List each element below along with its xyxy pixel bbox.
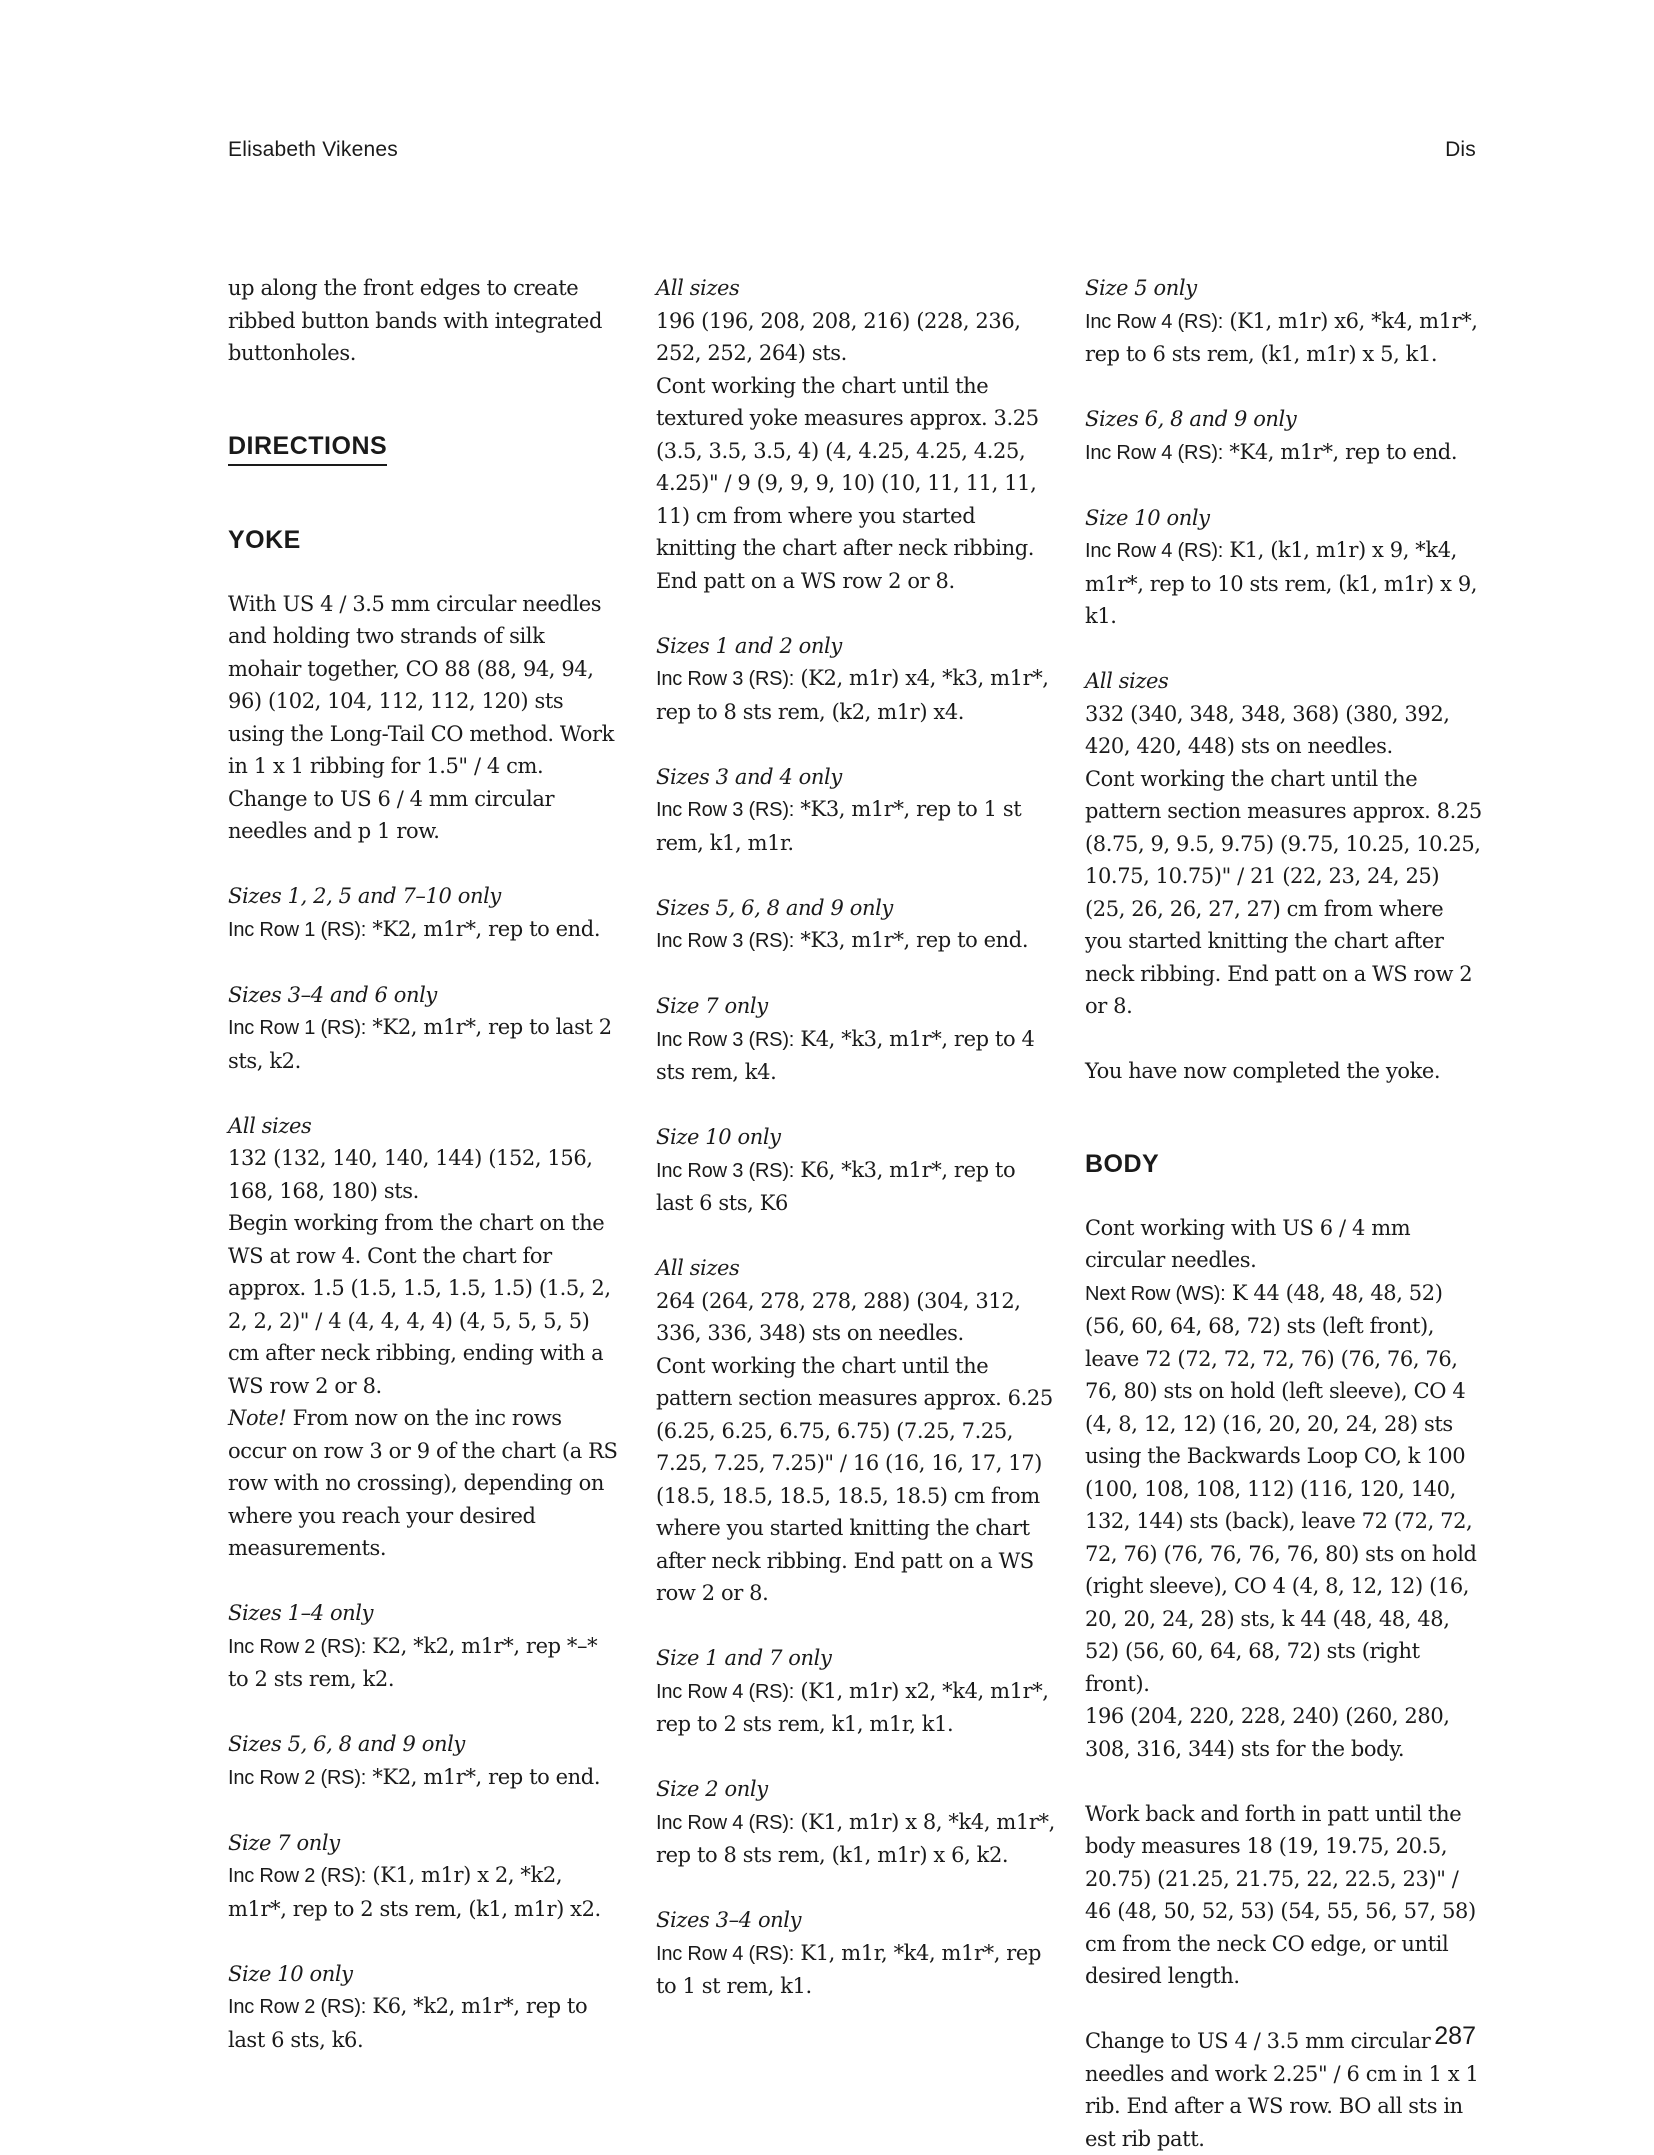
- body-length-paragraph: Work back and forth in patt until the body measures 18 (19, 19.75, 20.5, 20.75) (21.25, 21.75, 22, 22.5, 23)" / 46 (48, 50, 52, 53) (54, 55, 56, 57, 58) cm from the neck CO edge, or until desired length.: [1085, 1801, 1476, 1988]
- size-subheading: Size 7 only: [228, 1830, 340, 1855]
- row-instruction: (K1, m1r) x 2, *k2, m1r*, rep to 2 sts rem, (k1, m1r) x2.: [228, 1863, 601, 1921]
- row-instruction: K1, (k1, m1r) x 9, *k4, m1r*, rep to 10 sts rem, (k1, m1r) x 9, k1.: [1085, 538, 1478, 628]
- row-instruction: K6, *k3, m1r*, rep to last 6 sts, K6: [656, 1157, 1016, 1215]
- row-label: Inc Row 2 (RS):: [228, 1766, 367, 1789]
- body-heading-block: [1085, 1148, 1485, 1182]
- instruction-block: [656, 990, 1056, 1089]
- text-column-1: [228, 272, 623, 2056]
- instruction-block: [656, 1642, 1056, 1741]
- row-instruction: *K3, m1r*, rep to 1 st rem, k1, m1r.: [656, 797, 1022, 855]
- instruction-block: [228, 1827, 623, 1926]
- row-label: Inc Row 4 (RS):: [656, 1811, 795, 1834]
- text-column-2: [656, 272, 1056, 2003]
- row-instruction: K6, *k2, m1r*, rep to last 6 sts, k6.: [228, 1994, 588, 2052]
- instruction-block: [228, 979, 623, 1078]
- size-subheading: Sizes 6, 8 and 9 only: [1085, 407, 1297, 431]
- size-subheading: Sizes 5, 6, 8 and 9 only: [656, 895, 893, 920]
- row-instruction: K4, *k3, m1r*, rep to 4 sts rem, k4.: [656, 1026, 1035, 1084]
- note-label: Note!: [228, 1406, 287, 1430]
- size-subheading: Sizes 1, 2, 5 and 7–10 only: [228, 884, 501, 908]
- yoke-heading-block: [228, 524, 623, 558]
- size-subheading: Size 1 and 7 only: [656, 1646, 832, 1670]
- row-label: Inc Row 2 (RS):: [228, 1865, 367, 1887]
- yoke-heading: YOKE: [228, 526, 301, 554]
- row-instruction: *K4, m1r*, rep to end.: [1223, 439, 1458, 464]
- size-subheading: Size 10 only: [228, 1961, 353, 1986]
- instruction-block: [656, 761, 1056, 860]
- stitch-count: 132 (132, 140, 140, 144) (152, 156, 168, 168, 180) sts.: [228, 1146, 593, 1203]
- row-label: Inc Row 1 (RS):: [228, 1017, 367, 1039]
- directions-heading: DIRECTIONS: [228, 430, 387, 466]
- ribbing-paragraph: Change to US 4 / 3.5 mm circular needles and work 2.25" / 6 cm in 1 x 1 rib. End after a WS row. BO all sts in est rib patt.: [1085, 2029, 1479, 2151]
- instruction-block: [1085, 665, 1485, 1023]
- size-subheading: All sizes: [656, 276, 740, 300]
- size-subheading: All sizes: [1085, 669, 1169, 693]
- size-subheading: Size 10 only: [1085, 505, 1210, 530]
- row-label: Inc Row 3 (RS):: [656, 799, 795, 821]
- body-heading: BODY: [1085, 1150, 1160, 1178]
- chart-instruction: Cont working the chart until the textured yoke measures approx. 3.25 (3.5, 3.5, 3.5, 4) (4, 4.25, 4.25, 4.25, 4.25)" / 9 (9, 9, 9, 10) (10, 11, 11, 11, 11) cm from where you started knitting the chart after neck ribbing. End patt on a WS row 2 or 8.: [656, 373, 1039, 593]
- instruction-block: [1085, 403, 1485, 469]
- row-label: Inc Row 4 (RS):: [1085, 310, 1224, 333]
- yoke-complete-paragraph: You have now completed the yoke.: [1085, 1059, 1441, 1083]
- row-instruction: (K1, m1r) x2, *k4, m1r*, rep to 2 sts rem, k1, m1r, k1.: [656, 1678, 1049, 1736]
- row-label: Inc Row 2 (RS):: [228, 1635, 367, 1658]
- running-header-author: Elisabeth Vikenes: [228, 138, 398, 161]
- chart-instruction: Cont working the chart until the pattern section measures approx. 8.25 (8.75, 9, 9.5, 9.75) (9.75, 10.25, 10.25, 10.75, 10.75)" / 21 (22, 23, 24, 25) (25, 26, 26, 27, 27) cm from where you started knitting the chart after neck ribbing. End patt on a WS row 2 or 8.: [1085, 766, 1482, 1018]
- size-subheading: Size 2 only: [656, 1777, 768, 1801]
- instruction-block: [1085, 272, 1485, 371]
- size-subheading: Size 7 only: [656, 994, 768, 1018]
- row-label: Inc Row 4 (RS):: [1085, 441, 1224, 464]
- size-subheading: Sizes 3–4 and 6 only: [228, 982, 437, 1007]
- directions-heading-block: [228, 430, 623, 466]
- note-text: From now on the inc rows occur on row 3 or 9 of the chart (a RS row with no crossing), depending on where you reach your desired measurements.: [228, 1406, 618, 1560]
- cast-on-paragraph: With US 4 / 3.5 mm circular needles and holding two strands of silk mohair together, CO 88 (88, 94, 94, 96) (102, 104, 112, 112, 120) sts using the Long-Tail CO method. Work in 1 x 1 ribbing for 1.5" / 4 cm. Change to US 6 / 4 mm circular needles and p 1 row.: [228, 591, 614, 843]
- chart-instruction: Begin working from the chart on the WS at row 4. Cont the chart for approx. 1.5 (1.5, 1.5, 1.5, 1.5) (1.5, 2, 2, 2, 2)" / 4 (4, 4, 4, 4) (4, 5, 5, 5, 5) cm after neck ribbing, ending with a WS row 2 or 8.: [228, 1211, 611, 1398]
- row-label: Inc Row 2 (RS):: [228, 1996, 367, 2018]
- instruction-block: [1085, 1212, 1485, 1766]
- size-subheading: All sizes: [228, 1113, 312, 1138]
- instruction-block: [228, 1728, 623, 1794]
- instruction-block: [656, 630, 1056, 729]
- row-label: Inc Row 4 (RS):: [656, 1942, 795, 1965]
- row-instruction: K1, m1r, *k4, m1r*, rep to 1 st rem, k1.: [656, 1940, 1041, 1998]
- instruction-block: [228, 1958, 623, 2057]
- row-label: Inc Row 3 (RS):: [656, 668, 795, 690]
- spacer: [1085, 1120, 1485, 1148]
- row-instruction: (K1, m1r) x 8, *k4, m1r*, rep to 8 sts rem, (k1, m1r) x 6, k2.: [656, 1809, 1055, 1867]
- instruction-block: [656, 1904, 1056, 2003]
- row-instruction: *K2, m1r*, rep to end.: [366, 1764, 601, 1789]
- instruction-block: [656, 1121, 1056, 1220]
- body-intro: Cont working with US 6 / 4 mm circular needles.: [1085, 1215, 1411, 1272]
- size-subheading: Size 10 only: [656, 1125, 781, 1149]
- stitch-count: 332 (340, 348, 348, 368) (380, 392, 420, 420, 448) sts on needles.: [1085, 701, 1450, 758]
- row-instruction: (K2, m1r) x4, *k3, m1r*, rep to 8 sts rem, (k2, m1r) x4.: [656, 666, 1049, 724]
- row-instruction: *K2, m1r*, rep to last 2 sts, k2.: [228, 1015, 612, 1073]
- row-instruction: K 44 (48, 48, 48, 52) (56, 60, 64, 68, 72) sts (left front), leave 72 (72, 72, 72, 76) (76, 76, 76, 76, 80) sts on hold (left sleeve), CO 4 (4, 8, 12, 12) (16, 20, 20, 24, 28) sts using the Backwards Loop CO, k 100 (100, 108, 108, 112) (116, 120, 140, 132, 144) sts (back), leave 72 (72, 72, 72, 76) (76, 76, 76, 76, 80) sts on hold (right sleeve), CO 4 (4, 8, 12, 12) (16, 20, 20, 24, 28) sts, k 44 (48, 48, 48, 52) (56, 60, 64, 68, 72) sts (right front).: [1085, 1280, 1477, 1696]
- stitch-count: 196 (196, 208, 208, 216) (228, 236, 252, 252, 264) sts.: [656, 308, 1021, 365]
- size-subheading: Sizes 5, 6, 8 and 9 only: [228, 1732, 465, 1756]
- instruction-block: [228, 1110, 623, 1565]
- instruction-block: [228, 880, 623, 946]
- instruction-block: [656, 1773, 1056, 1872]
- size-subheading: Sizes 3 and 4 only: [656, 764, 842, 789]
- row-label: Inc Row 4 (RS):: [1085, 540, 1224, 562]
- row-instruction: K2, *k2, m1r*, rep *–* to 2 sts rem, k2.: [228, 1633, 598, 1691]
- stitch-count: 264 (264, 278, 278, 288) (304, 312, 336, 336, 348) sts on needles.: [656, 1288, 1021, 1345]
- stitch-count: 196 (204, 220, 228, 240) (260, 280, 308, 316, 344) sts for the body.: [1085, 1704, 1450, 1761]
- row-label: Inc Row 4 (RS):: [656, 1680, 795, 1703]
- size-subheading: Sizes 3–4 only: [656, 1908, 802, 1932]
- row-label: Inc Row 3 (RS):: [656, 1028, 795, 1051]
- row-label: Inc Row 3 (RS):: [656, 1159, 795, 1182]
- instruction-block: [1085, 502, 1485, 633]
- running-header-title: Dis: [1445, 138, 1476, 161]
- size-subheading: Size 5 only: [1085, 276, 1197, 300]
- instruction-block: [656, 892, 1056, 958]
- text-column-3: [1085, 272, 1485, 2155]
- spacer: [228, 496, 623, 524]
- size-subheading: All sizes: [656, 1256, 740, 1280]
- instruction-block: [656, 1252, 1056, 1610]
- row-instruction: *K3, m1r*, rep to end.: [794, 928, 1029, 952]
- instruction-block: [656, 272, 1056, 597]
- page-number: 287: [1434, 2022, 1476, 2050]
- chart-instruction: Cont working the chart until the pattern section measures approx. 6.25 (6.25, 6.25, 6.75, 6.75) (7.25, 7.25, 7.25, 7.25, 7.25)" / 16 (16, 16, 17, 17) (18.5, 18.5, 18.5, 18.5, 18.5) cm from where you started knitting the chart after neck ribbing. End patt on a WS row 2 or 8.: [656, 1353, 1053, 1605]
- row-instruction: (K1, m1r) x6, *k4, m1r*, rep to 6 sts rem, (k1, m1r) x 5, k1.: [1085, 308, 1478, 366]
- instruction-block: [228, 1597, 623, 1696]
- intro-paragraph: up along the front edges to create ribbed button bands with integrated buttonholes.: [228, 276, 603, 365]
- size-subheading: Sizes 1 and 2 only: [656, 633, 842, 658]
- row-instruction: *K2, m1r*, rep to end.: [366, 916, 601, 941]
- row-label: Inc Row 1 (RS):: [228, 918, 367, 941]
- row-label: Inc Row 3 (RS):: [656, 930, 795, 952]
- spacer: [228, 402, 623, 430]
- row-label: Next Row (WS):: [1085, 1282, 1226, 1305]
- size-subheading: Sizes 1–4 only: [228, 1601, 374, 1625]
